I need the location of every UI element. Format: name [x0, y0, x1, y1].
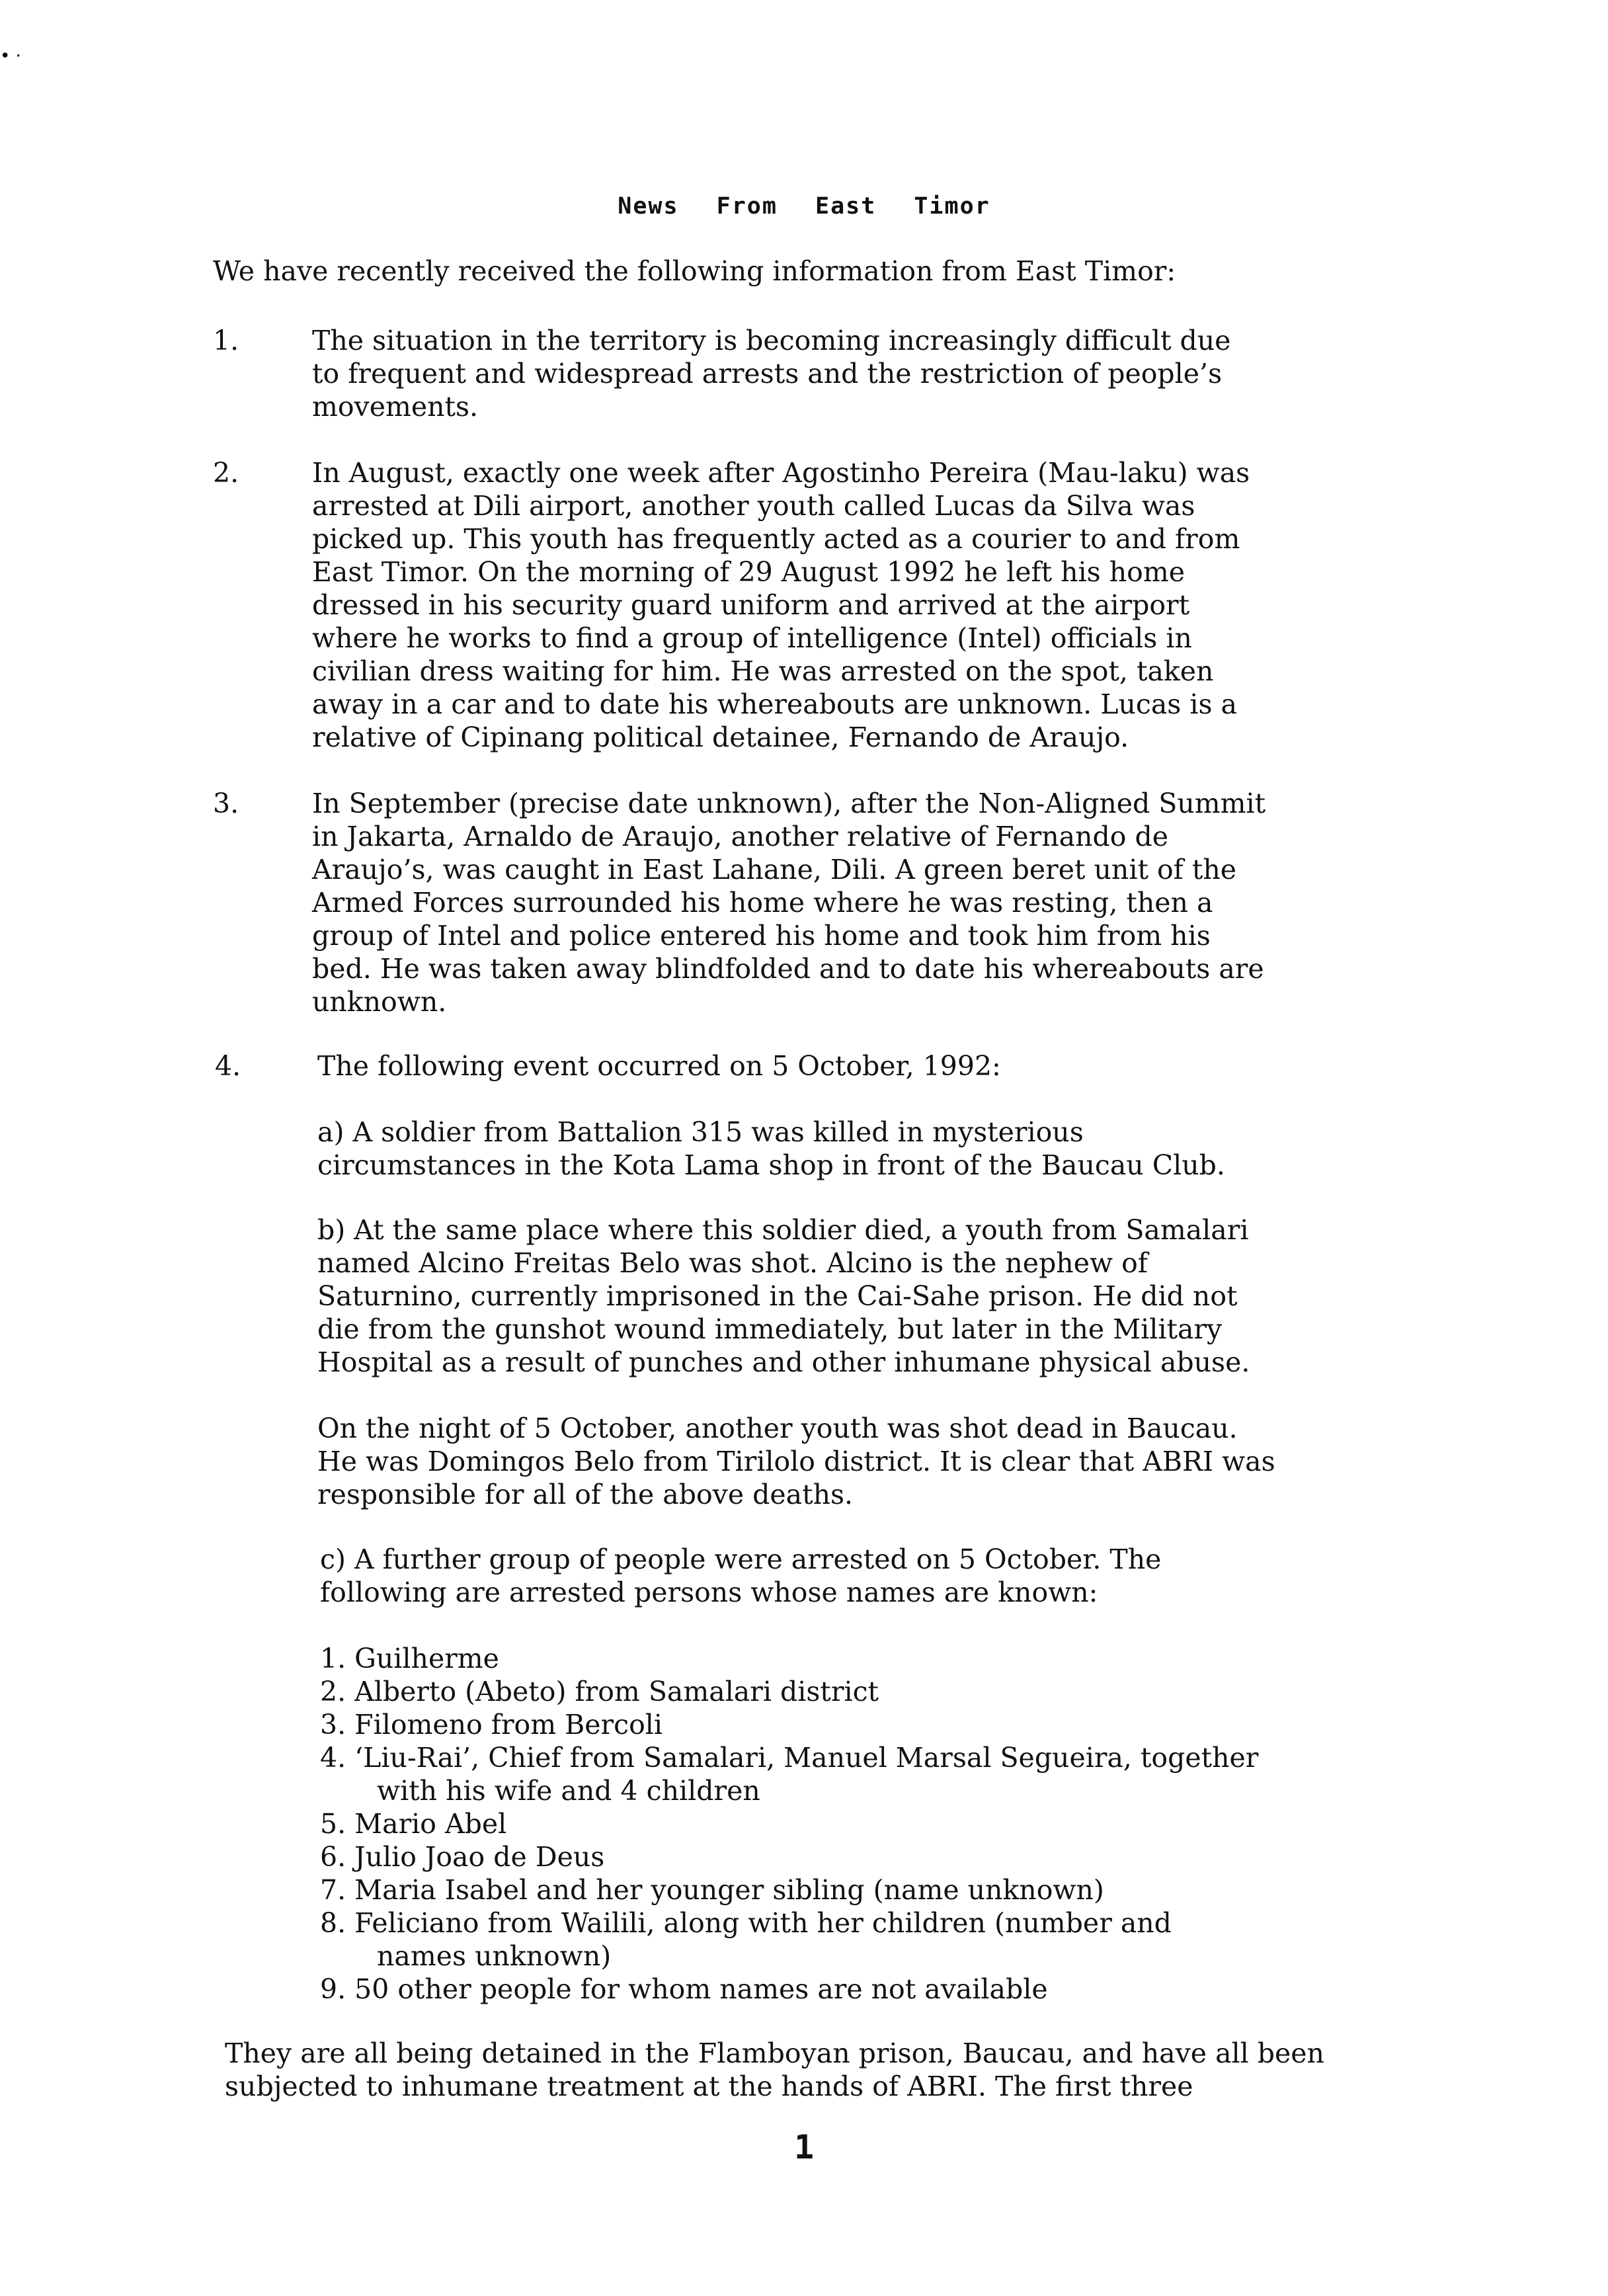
page-number: 1: [793, 2128, 815, 2166]
item-3-line: Armed Forces surrounded his home where he was resting, then a: [312, 887, 1213, 919]
item-2-line: dressed in his security guard uniform and arrived at the airport: [312, 589, 1190, 621]
item-2-line: civilian dress waiting for him. He was arrested on the spot, taken: [312, 655, 1214, 687]
item-2-line: away in a car and to date his whereabouts are unknown. Lucas is a: [312, 688, 1237, 720]
item-2-line: relative of Cipinang political detainee, Fernando de Araujo.: [312, 721, 1129, 753]
item-2-line: arrested at Dili airport, another youth called Lucas da Silva was: [312, 490, 1195, 522]
item-3-line: bed. He was taken away blindfolded and to date his whereabouts are: [312, 953, 1264, 985]
arrested-list-item: 6. Julio Joao de Deus: [320, 1841, 605, 1873]
item-2-line: East Timor. On the morning of 29 August 1992 he left his home: [312, 556, 1185, 588]
item-3-line: Araujo’s, was caught in East Lahane, Dili. A green beret unit of the: [312, 854, 1236, 885]
sub-b-line: die from the gunshot wound immediately, but later in the Military: [317, 1313, 1223, 1345]
item-3-line: In September (precise date unknown), after the Non-Aligned Summit: [312, 788, 1266, 819]
arrested-list-item: 8. Feliciano from Wailili, along with her children (number and: [320, 1907, 1172, 1939]
night-para-line: On the night of 5 October, another youth was shot dead in Baucau.: [317, 1413, 1238, 1444]
item-3-line: group of Intel and police entered his home and took him from his: [312, 920, 1211, 952]
arrested-list-item: 4. ‘Liu-Rai’, Chief from Samalari, Manuel Marsal Segueira, together: [320, 1742, 1259, 1774]
sub-c-line: c) A further group of people were arrested on 5 October. The: [320, 1543, 1162, 1575]
item-2-number: 2.: [213, 457, 239, 489]
sub-b-line: b) At the same place where this soldier died, a youth from Samalari: [317, 1214, 1249, 1246]
item-2-line: picked up. This youth has frequently acted as a courier to and from: [312, 523, 1240, 555]
sub-b-line: named Alcino Freitas Belo was shot. Alcino is the nephew of: [317, 1247, 1148, 1279]
arrested-list-continuation: with his wife and 4 children: [377, 1775, 760, 1807]
closing-line: subjected to inhumane treatment at the hands of ABRI. The first three: [225, 2070, 1193, 2102]
item-3-line: unknown.: [312, 986, 447, 1018]
page-title: News From East Timor: [618, 193, 990, 220]
item-3-line: in Jakarta, Arnaldo de Araujo, another relative of Fernando de: [312, 821, 1168, 852]
sub-c-line: following are arrested persons whose names are known:: [320, 1577, 1098, 1608]
item-1-line: to frequent and widespread arrests and the restriction of people’s: [312, 358, 1223, 390]
arrested-list-item: 2. Alberto (Abeto) from Samalari district: [320, 1676, 879, 1707]
arrested-list-continuation: names unknown): [377, 1940, 612, 1972]
sub-a-line: circumstances in the Kota Lama shop in front of the Baucau Club.: [317, 1149, 1225, 1181]
item-4-number: 4.: [215, 1050, 241, 1082]
sub-a-line: a) A soldier from Battalion 315 was killed in mysterious: [317, 1116, 1084, 1148]
arrested-list-item: 9. 50 other people for whom names are not available: [320, 1973, 1048, 2005]
arrested-list-item: 1. Guilherme: [320, 1643, 499, 1674]
item-4-line: The following event occurred on 5 October, 1992:: [317, 1050, 1001, 1082]
item-3-number: 3.: [213, 788, 239, 819]
sub-b-line: Hospital as a result of punches and other inhumane physical abuse.: [317, 1346, 1250, 1378]
arrested-list-item: 3. Filomeno from Bercoli: [320, 1709, 663, 1741]
arrested-list-item: 7. Maria Isabel and her younger sibling (name unknown): [320, 1874, 1104, 1906]
intro-text: We have recently received the following information from East Timor:: [213, 255, 1176, 287]
item-1-line: movements.: [312, 391, 479, 423]
item-2-line: where he works to find a group of intelligence (Intel) officials in: [312, 622, 1192, 654]
closing-line: They are all being detained in the Flamboyan prison, Baucau, and have all been: [225, 2037, 1324, 2069]
item-1-number: 1.: [213, 325, 239, 356]
item-1-line: The situation in the territory is becoming increasingly difficult due: [312, 325, 1231, 356]
arrested-list-item: 5. Mario Abel: [320, 1808, 507, 1840]
night-para-line: responsible for all of the above deaths.: [317, 1479, 854, 1510]
sub-b-line: Saturnino, currently imprisoned in the Cai-Sahe prison. He did not: [317, 1280, 1238, 1312]
item-2-line: In August, exactly one week after Agostinho Pereira (Mau-laku) was: [312, 457, 1250, 489]
scan-specks: • ·: [0, 46, 21, 66]
night-para-line: He was Domingos Belo from Tirilolo district. It is clear that ABRI was: [317, 1446, 1275, 1477]
